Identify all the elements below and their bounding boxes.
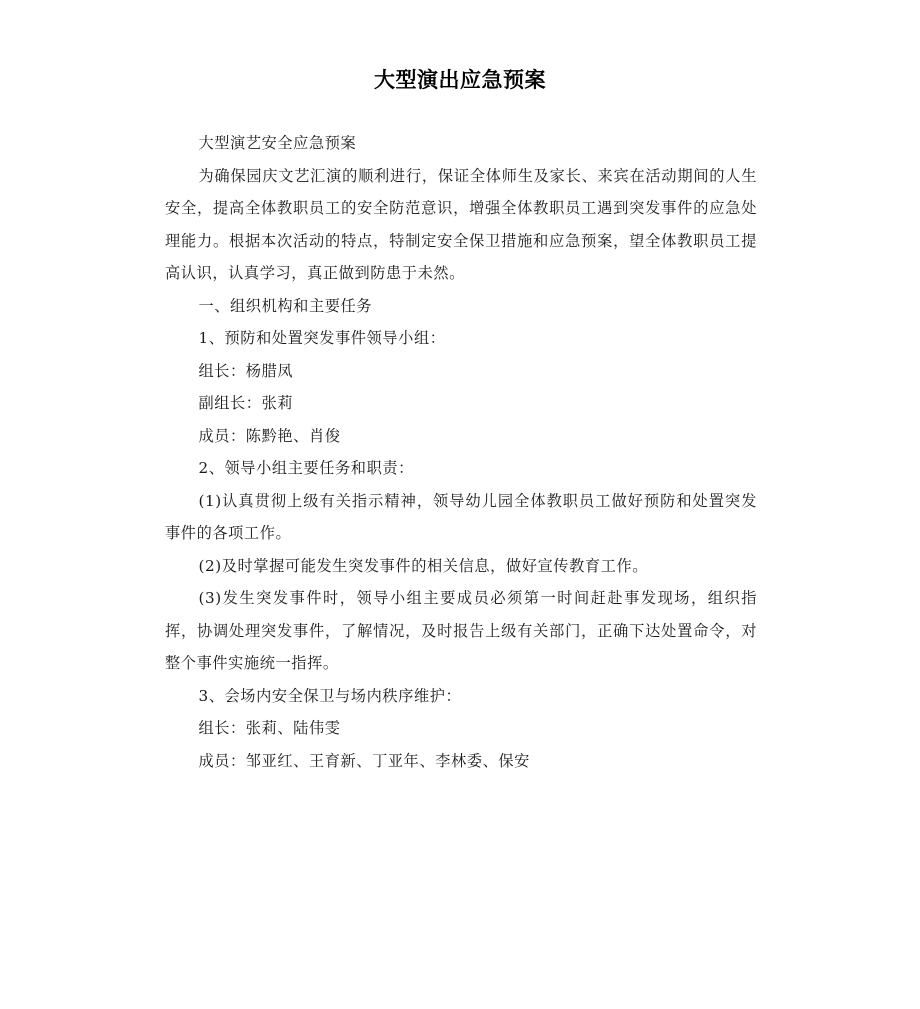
list-item: 副组长：张莉 [198,394,294,412]
list-item: 成员：陈黔艳、肖俊 [198,426,341,445]
section-heading: 一、组织机构和主要任务 [198,296,373,315]
subsection-heading: 3、会场内安全保卫与场内秩序维护： [198,686,462,705]
duty-paragraph: (2)及时掌握可能发生突发事件的相关信息，做好宣传教育工作。 [198,556,649,575]
document-title: 大型演出应急预案 [374,68,546,92]
subsection-heading: 2、领导小组主要任务和职责： [198,459,414,477]
list-item: 成员：邹亚红、王育新、丁亚年、李林委、保安 [198,751,530,770]
list-item: 组长：张莉、陆伟雯 [198,719,341,737]
duty-paragraph: (3)发生突发事件时，领导小组主要成员必须第一时间赶赴事发现场，组织指挥，协调处理突发事件，了解情况，及时报告上级有关部门，正确下达处置命令，对整个事件实施统一指挥。 [165,589,757,672]
subtitle-paragraph: 大型演艺安全应急预案 [198,134,357,152]
intro-paragraph: 为确保园庆文艺汇演的顺利进行，保证全体师生及家长、来宾在活动期间的人生安全，提高全体教职员工的安全防范意识，增强全体教职员工遇到突发事件的应急处理能力。根据本次活动的特点，特制定安全保卫措施和应急预案，望全体教职员工提高认识，认真学习，真正做到防患于未然。 [165,166,757,282]
subsection-heading: 1、预防和处置突发事件领导小组： [198,329,446,347]
document-body [165,127,757,777]
duty-paragraph: (1)认真贯彻上级有关指示精神，领导幼儿园全体教职员工做好预防和处置突发事件的各项工作。 [165,491,757,542]
list-item: 组长：杨腊凤 [198,361,294,380]
